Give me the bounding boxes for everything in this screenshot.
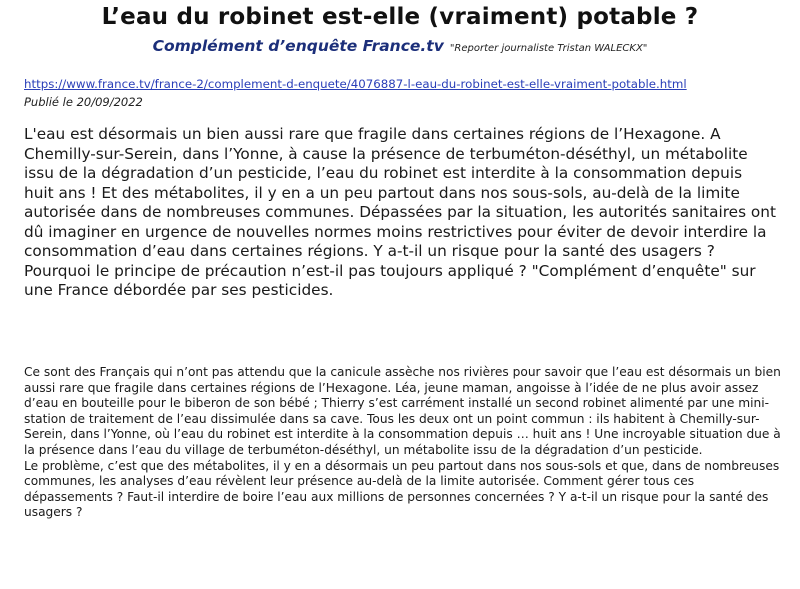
article-body [24,365,784,521]
reporter-credit: "Reporter journaliste Tristan WALECKX" [449,43,648,54]
publish-date: Publié le 20/09/2022 [24,95,143,109]
lead-paragraph: L'eau est désormais un bien aussi rare que fragile dans certaines régions de l’Hexagone. A Chemilly-sur-Serein, dans l’Yonne, à cause la présence de terbuméton-déséthyl, un métabolite issu de la dégradation d’un pesticide, l’eau du robinet est interdite à la consommation depuis huit ans ! Et des métabolites, il y en a un peu partout dans nos sous-sols, au-delà de la limite autorisée dans de nombreuses communes. Dépassées par la situation, les autorités sanitaires ont dû imaginer en urgence de nouvelles normes moins restrictives pour éviter de devoir interdire la consommation d’eau dans certaines régions. Y a-t-il un risque pour la santé des usagers ? Pourquoi le principe de précaution n’est-il pas toujours appliqué ? "Complément d’enquête" sur une France débordée par ses pesticides. [24,125,776,299]
source-name: Complément d’enquête France.tv [152,37,444,55]
article-link[interactable]: https://www.france.tv/france-2/complement-d-enquete/4076887-l-eau-du-robinet-est-elle-vraiment-potable.html [24,77,687,91]
body-paragraph-2: Le problème, c’est que des métabolites, il y en a désormais un peu partout dans nos sous-sols et que, dans de nombreuses communes, les analyses d’eau révèlent leur présence au-delà de la limite autorisée. Comment gérer tous ces dépassements ? Faut-il interdire de boire l’eau aux millions de personnes concernées ? Y a-t-il un risque pour la santé des usagers ? [24,458,780,520]
body-paragraph-1: Ce sont des Français qui n’ont pas attendu que la canicule assèche nos rivières pour savoir que l’eau est désormais un bien aussi rare que fragile dans certaines régions de l’Hexagone. Léa, jeune maman, angoisse à l’idée de ne plus avoir assez d’eau en bouteille pour le biberon de son bébé ; Thierry s’est carrément installé un second robinet alimenté par une mini-station de traitement de l’eau dissimulée dans sa cave. Tous les deux ont un point commun : ils habitent à Chemilly-sur-Serein, dans l’Yonne, où l’eau du robinet est interdite à la consommation depuis … huit ans ! Une incroyable situation due à la présence dans l’eau du village de terbuméton-déséthyl, un métabolite issu de la dégradation d’un pesticide. [24,365,781,457]
source-line [0,36,800,55]
article-title: L’eau du robinet est-elle (vraiment) potable ? [101,4,699,30]
